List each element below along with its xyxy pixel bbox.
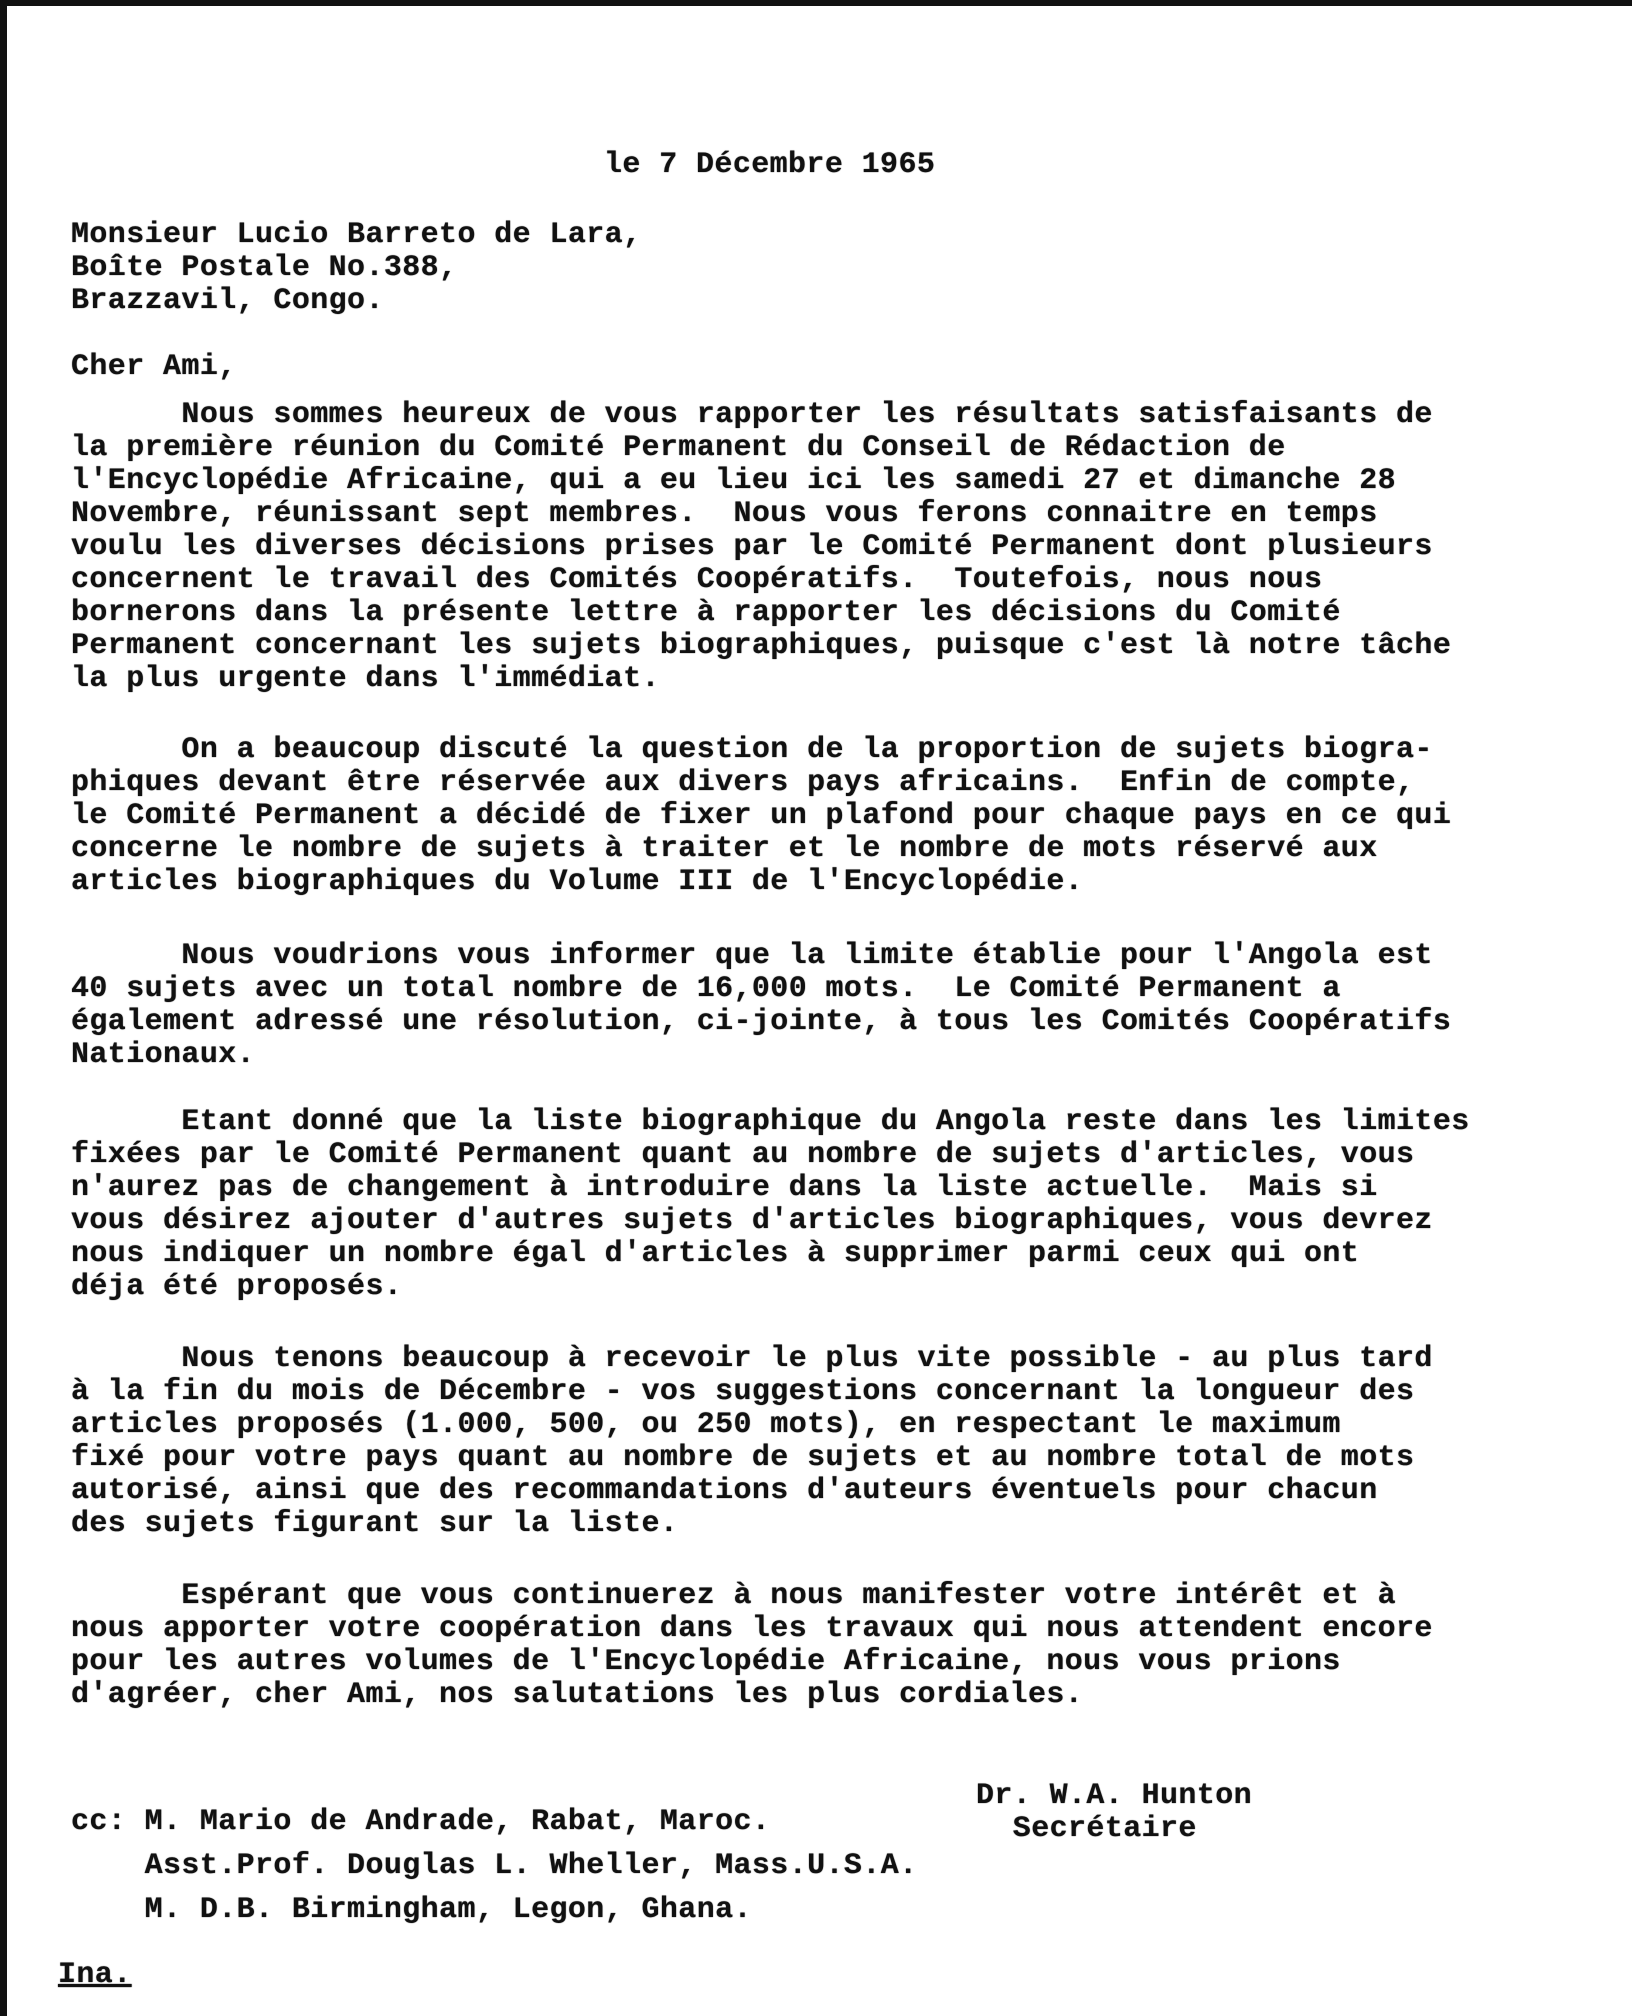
scan-edge-top — [0, 0, 1632, 6]
cc-list: cc: M. Mario de Andrade, Rabat, Maroc. Asst.Prof. Douglas L. Wheller, Mass.U.S.A. M. D.B. Birmingham, Legon, Ghana. — [71, 1805, 918, 1927]
recipient-address: Monsieur Lucio Barreto de Lara, Boîte Postale No.388, Brazzavil, Congo. — [71, 218, 642, 318]
paragraph-6: Espérant que vous continuerez à nous manifester votre intérêt et à nous apporter votre coopération dans les travaux qui nous attendent encore pour les autres volumes de l'Encyclopédie Africaine, nous vous prions d'agréer, cher Ami, nos salutations les plus cordiales. — [71, 1579, 1433, 1712]
letter-date: le 7 Décembre 1965 — [604, 148, 936, 182]
paragraph-4: Etant donné que la liste biographique du Angola reste dans les limites fixées par le Comité Permanent quant au nombre de sujets d'articles, vous n'aurez pas de changement à introduire dans la liste actuelle. Mais si vous désirez ajouter d'autres sujets d'articles biographiques, vous devrez nous indiquer un nombre égal d'articles à supprimer parmi ceux qui ont déja été proposés. — [71, 1105, 1470, 1304]
paragraph-5: Nous tenons beaucoup à recevoir le plus vite possible - au plus tard à la fin du mois de Décembre - vos suggestions concernant la longueur des articles proposés (1.000, 500, ou 250 mots), en respectant le maximum fixé pour votre pays quant au nombre de sujets et au nombre total de mots autorisé, ainsi que des recommandations d'auteurs éventuels pour chacun des sujets figurant sur la liste. — [71, 1342, 1433, 1541]
signature-block: Dr. W.A. Hunton Secrétaire — [976, 1779, 1253, 1846]
paragraph-1: Nous sommes heureux de vous rapporter les résultats satisfaisants de la première réunion du Comité Permanent du Conseil de Rédaction de l'Encyclopédie Africaine, qui a eu lieu ici les samedi 27 et dimanche 28 Novembre, réunissant sept membres. Nous vous ferons connaitre en temps voulu les diverses décisions prises par le Comité Permanent dont plusieurs concernent le travail des Comités Coopératifs. Toutefois, nous nous bornerons dans la présente lettre à rapporter les décisions du Comité Permanent concernant les sujets biographiques, puisque c'est là notre tâche la plus urgente dans l'immédiat. — [71, 398, 1452, 696]
typist-initials: Ina. — [58, 1958, 132, 1992]
paragraph-2: On a beaucoup discuté la question de la proportion de sujets biogra- phiques devant être réservée aux divers pays africains. Enfin de compte, le Comité Permanent a décidé de fixer un plafond pour chaque pays en ce qui concerne le nombre de sujets à traiter et le nombre de mots réservé aux articles biographiques du Volume III de l'Encyclopédie. — [71, 733, 1452, 899]
paragraph-3: Nous voudrions vous informer que la limite établie pour l'Angola est 40 sujets avec un total nombre de 16,000 mots. Le Comité Permanent a également adressé une résolution, ci-jointe, à tous les Comités Coopératifs Nationaux. — [71, 939, 1452, 1072]
salutation: Cher Ami, — [71, 350, 237, 384]
scan-edge-left — [0, 0, 7, 2016]
